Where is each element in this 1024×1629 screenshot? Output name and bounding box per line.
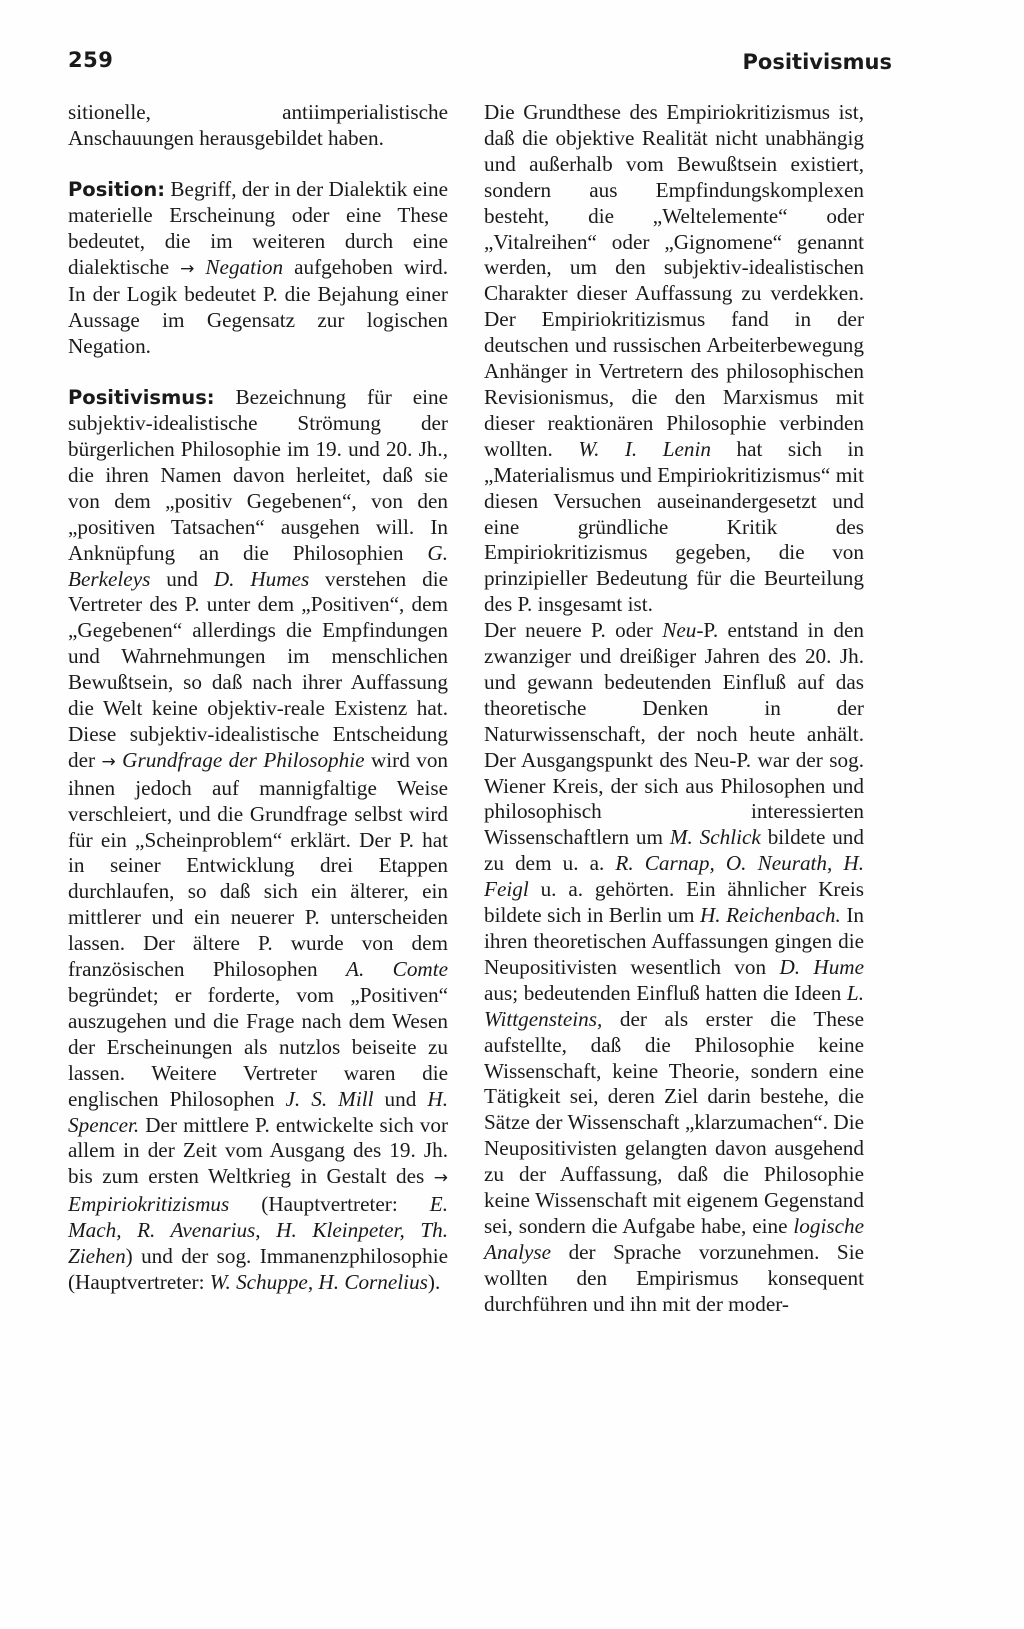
text-run: hat sich in „Materialismus und Empiriokritizismus“ mit diesen Versuchen auseinandergesetzt und eine gründliche Kritik des Empiriokritizismus gegeben, die von prinzipieller Bedeutung für die Beurteilung des P. insgesamt ist. (484, 436, 864, 617)
page-number: 259 (68, 48, 114, 72)
text-run: und (150, 566, 214, 591)
cross-reference-arrow-icon: → (180, 258, 195, 279)
running-head: Positivismus (742, 50, 892, 74)
entry-positivismus (68, 385, 448, 1296)
entry-term: Positivismus: (68, 386, 215, 410)
body-paragraph (484, 100, 864, 618)
text-run: begründet; er forderte, vom „Positiven“ auszugehen und die Frage nach dem Wesen der Erscheinungen als nutzlos beiseite zu lassen. Weitere Vertreter waren die englischen Philosophen (68, 983, 448, 1111)
italic-reference: D. Hume (779, 954, 865, 979)
text-run: der als erster die These aufstellte, daß die Philosophie keine Wissenschaft, keine Theorie, sondern eine Tätigkeit sei, deren Ziel darin bestehe, die Sätze der Wissenschaft „klarzumachen“. Die Neupositivisten gelangten davon ausgehend zu der Auffassung, daß die Philosophie keine Wissenschaft mit eigenem Gegenstand sei, sondern die Aufgabe habe, eine (484, 1006, 864, 1238)
text-run: Begriff, der in der Dialektik eine materielle Erscheinung oder eine These bedeutet, die im weiteren durch eine dialektische (68, 176, 448, 279)
italic-reference: L. Wittgensteins, (484, 980, 864, 1031)
italic-reference: H. Reichenbach. (699, 903, 841, 928)
text-run: aus; bedeutenden Einfluß hatten die Ideen (484, 980, 847, 1005)
text-run: verstehen die Vertreter des P. unter dem „Positiven“, dem „Gegebenen“ allerdings die Empfindungen und Wahrnehmungen im menschlichen Bewußtsein, so daß nach ihrer Auffassung die Welt keine objektiv-reale Existenz hat. Diese subjektiv-idealistische Entscheidung der (68, 566, 448, 772)
text-run: Der mittlere P. entwickelte sich vor allem in der Zeit vom Ausgang des 19. Jh. bis zum ersten Weltkrieg in Gestalt des (68, 1112, 448, 1189)
text-run: und (373, 1086, 428, 1111)
italic-reference: D. Humes (213, 566, 310, 591)
italic-reference: logische Analyse (484, 1213, 864, 1264)
text-run: der Sprache vorzunehmen. Sie wollten den Empirismus konsequent durchführen und ihn mit der moder- (484, 1239, 864, 1316)
italic-reference: Grundfrage der Philosophie (122, 747, 365, 772)
italic-reference: M. Schlick (669, 825, 761, 850)
italic-reference: W. Schuppe, H. Cornelius (209, 1269, 428, 1294)
entry-term: Position: (68, 177, 166, 201)
text-run: u. a. gehörten. Ein ähnlicher Kreis bildete sich in Berlin um (484, 877, 864, 928)
text-run: In ihren theoretischen Auffassungen gingen die Neupositivisten wesentlich von (484, 903, 864, 979)
italic-reference: R. Carnap, O. Neurath, H. Feigl (484, 851, 864, 902)
text-run: wird von ihnen jedoch auf mannigfaltige Weise verschleiert, und die Grundfrage selbst wird für ein „Scheinproblem“ erklärt. Der P. hat in seiner Entwicklung drei Etappen durchlaufen, so daß sich ein älterer, ein mittlerer und ein neuerer P. unterscheiden lassen. Der ältere P. wurde von dem französischen Philosophen (68, 747, 449, 982)
italic-reference: H. Spencer. (68, 1086, 448, 1137)
italic-reference: Empiriokritizismus (68, 1192, 230, 1217)
cross-reference-arrow-icon: → (433, 1168, 448, 1189)
text-run: bildete und zu dem u. a. (484, 825, 864, 876)
text-run: sitionelle, antiimperialistische Anschauungen herausgebildet haben. (68, 100, 448, 150)
italic-reference: A. Comte (346, 957, 448, 982)
text-run: aufgehoben wird. In der Logik bedeutet P. die Bejahung einer Aussage im Gegensatz zur logischen Negation. (68, 254, 449, 359)
text-run: Bezeichnung für eine subjektiv-idealistische Strömung der bürgerlichen Philosophie im 19. und 20. Jh., die ihren Namen davon herleitet, daß sie von dem „positiv Gegebenen“, von den „positiven Tatsachen“ ausgehen will. In Anknüpfung an die Philosophien (68, 385, 448, 565)
italic-reference: Negation (205, 254, 284, 279)
continuation-paragraph (68, 100, 448, 152)
italic-reference: Neu (662, 618, 697, 643)
text-run: Der neuere P. oder (484, 618, 663, 643)
entry-position (68, 177, 448, 360)
italic-reference: G. Berkeleys (68, 540, 448, 591)
text-run: Die Grundthese des Empiriokritizismus ist, daß die objektive Realität nicht unabhängig und außerhalb vom Bewußtsein existiert, sondern aus Empfindungskomplexen besteht, die „Weltelemente“ oder „Vitalreihen“ oder „Gignomene“ genannt werden, um den subjektiv-idealistischen Charakter dieser Auffassung zu verdekken. Der Empiriokritizismus fand in der deutschen und russischen Arbeiterbewegung Anhänger in Vertretern des philosophischen Revisionismus, die den Marxismus mit dieser reaktionären Philosophie verbinden wollten. (484, 100, 864, 461)
italic-reference: W. I. Lenin (578, 436, 711, 461)
text-run (194, 255, 205, 279)
text-run: ) und der sog. Immanenzphilosophie (Hauptvertreter: (68, 1244, 448, 1294)
italic-reference: E. Mach, R. Avenarius, H. Kleinpeter, Th. Ziehen (68, 1192, 448, 1269)
right-column (484, 100, 864, 1318)
cross-reference-arrow-icon: → (101, 751, 116, 772)
text-run: (Hauptvertreter: (229, 1192, 430, 1217)
body-paragraph (484, 618, 864, 1317)
text-run: -P. entstand in den zwanziger und dreißiger Jahren des 20. Jh. und gewann bedeutenden Einfluß auf das theoretische Denken in der Naturwissenschaft, der noch heute anhält. Der Ausgangspunkt des Neu-P. war der sog. Wiener Kreis, der sich aus Philosophen und philosophisch interessierten Wissenschaftlern um (484, 618, 865, 850)
text-run: ). (427, 1269, 441, 1294)
italic-reference: J. S. Mill (285, 1086, 374, 1111)
left-column (68, 100, 448, 1296)
